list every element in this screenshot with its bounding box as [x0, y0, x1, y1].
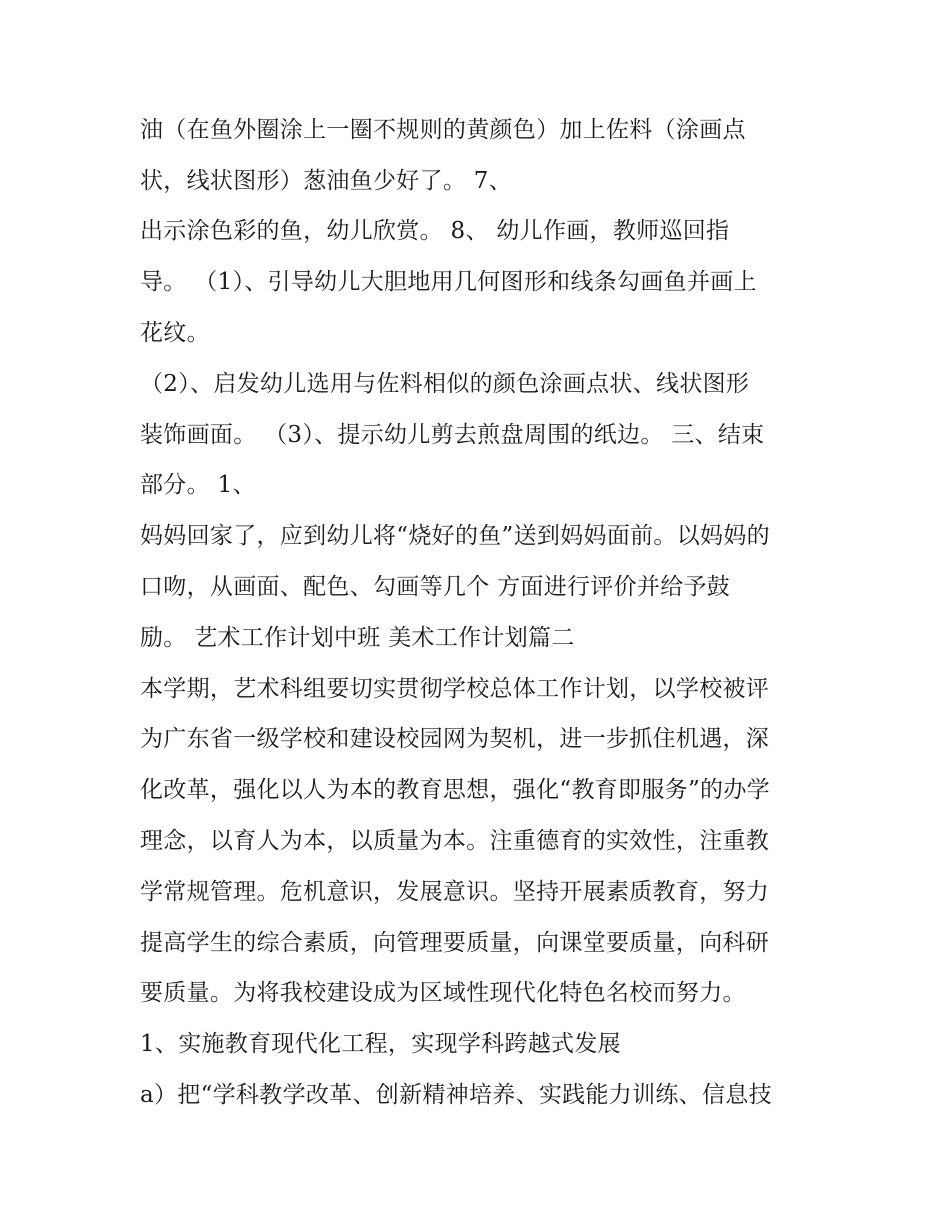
text-line: 1、实施教育现代化工程，实现学科跨越式发展 [140, 1031, 621, 1057]
text-line: 花纹。 [140, 320, 210, 346]
text-line: 为广东省一级学校和建设校园网为契机，进一步抓住机遇，深 [140, 726, 770, 752]
text-line: 口吻，从画面、配色、勾画等几个 方面进行评价并给予鼓 [140, 574, 731, 600]
text-line: 导。 （1）、引导幼儿大胆地用几何图形和线条勾画鱼并画上 [140, 269, 757, 295]
text-line: 出示涂色彩的鱼，幼儿欣赏。 8、 幼儿作画，教师巡回指 [140, 218, 730, 244]
text-line: 油（在鱼外圈涂上一圈不规则的黄颜色）加上佐料（涂画点 [140, 117, 746, 143]
text-line: 励。 艺术工作计划中班 美术工作计划篇二 [140, 625, 575, 651]
text-line: 装饰画面。 （3）、提示幼儿剪去煎盘周围的纸边。 三、结束 [140, 422, 765, 448]
text-line: 状，线状图形）葱油鱼少好了。 7、 [140, 168, 513, 194]
text-line: 学常规管理。危机意识，发展意识。坚持开展素质教育，努力 [140, 879, 770, 905]
text-line: （2）、启发幼儿选用与佐料相似的颜色涂画点状、线状图形 [140, 371, 750, 397]
text-line: 本学期，艺术科组要切实贯彻学校总体工作计划，以学校被评 [140, 676, 770, 702]
text-line: 妈妈回家了，应到幼儿将“烧好的鱼”送到妈妈面前。以妈妈的 [140, 523, 770, 549]
text-line: a）把“学科教学改革、创新精神培养、实践能力训练、信息技 [140, 1082, 772, 1108]
text-line: 化改革，强化以人为本的教育思想，强化“教育即服务”的办学 [140, 777, 770, 803]
text-line: 提高学生的综合素质，向管理要质量，向课堂要质量，向科研 [140, 930, 770, 956]
text-line: 部分。 1、 [140, 472, 256, 498]
text-line: 要质量。为将我校建设成为区域性现代化特色名校而努力。 [140, 980, 746, 1006]
text-line: 理念，以育人为本，以质量为本。注重德育的实效性，注重教 [140, 828, 770, 854]
